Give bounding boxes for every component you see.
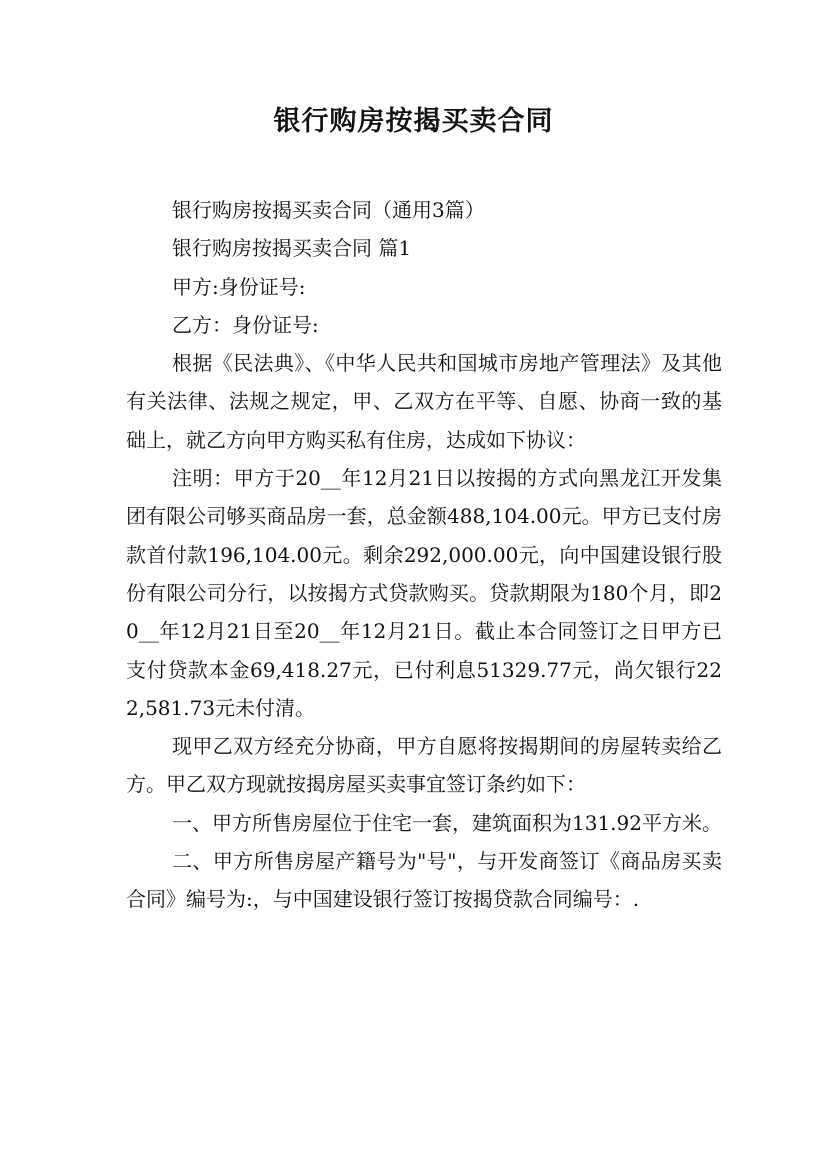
clause-1-paragraph: 一、甲方所售房屋位于住宅一套，建筑面积为131.92平方米。 [172,810,722,835]
document-title: 银行购房按揭买卖合同 [273,106,554,137]
note-paragraph: 注明：甲方于20__年12月21日以按揭的方式向黑龙江开发集团有限公司够买商品房一套，总金额488,104.00元。甲方已支付房款首付款196,104.00元。剩余292,000.00元，向中国建设银行股份有限公司分行，以按揭方式贷款购买。贷款期限为180个月，即20__年12月21日至20__年12月21日。截止本合同签订之日甲方已支付贷款本金69,418.27元，已付利息51329.77元，尚欠银行222,581.73元未付清。 [126,466,722,720]
document-body [126,191,722,919]
party-b-line: 乙方：身份证号: [172,312,319,337]
section-heading: 银行购房按揭买卖合同 篇1 [172,236,412,261]
agreement-paragraph: 现甲乙双方经充分协商，甲方自愿将按揭期间的房屋转卖给乙方。甲乙双方现就按揭房屋买卖事宜签订条约如下： [126,734,722,797]
preamble-paragraph: 根据《民法典》、《中华人民共和国城市房地产管理法》及其他有关法律、法规之规定，甲、乙双方在平等、自愿、协商一致的基础上，就乙方向甲方购买私有住房，达成如下协议： [126,351,722,452]
party-a-line: 甲方:身份证号: [172,274,306,299]
subtitle-paragraph: 银行购房按揭买卖合同（通用3篇） [172,198,485,222]
clause-2-paragraph: 二、甲方所售房屋产籍号为"号"，与开发商签订《商品房买卖合同》编号为:，与中国建设银行签订按揭贷款合同编号：. [126,849,722,912]
